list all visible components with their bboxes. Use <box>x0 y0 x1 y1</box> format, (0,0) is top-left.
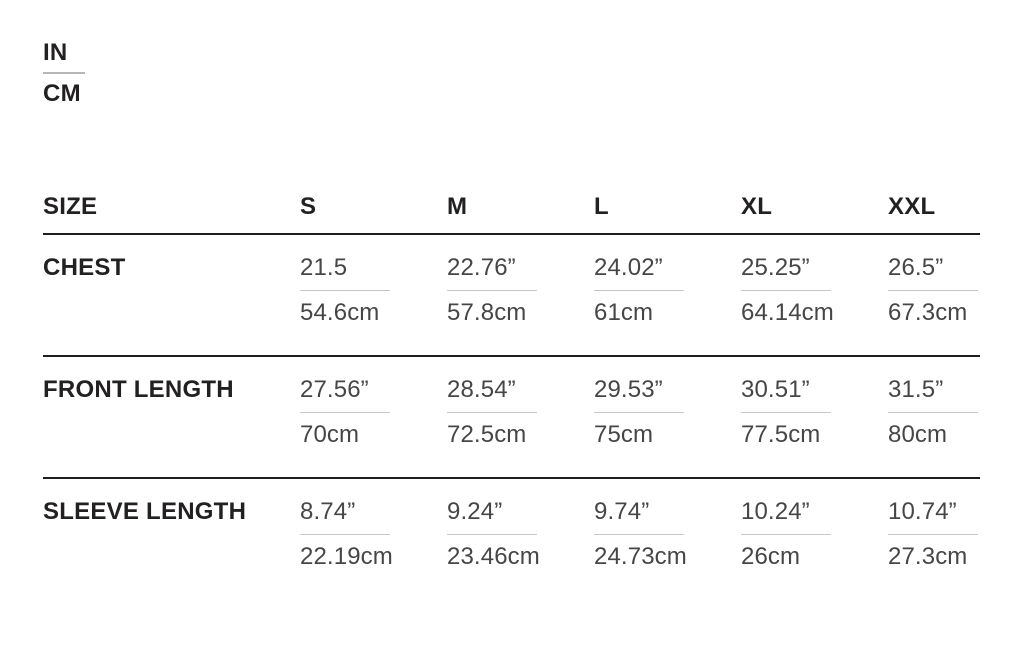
cm-value: 77.5cm <box>741 421 821 448</box>
cell-chest-xl <box>741 254 888 327</box>
cm-value: 27.3cm <box>888 543 968 570</box>
inch-value: 30.51” <box>741 376 810 403</box>
inch-value: 9.74” <box>594 498 650 525</box>
cell-front-length-m <box>447 376 594 449</box>
cm-value: 70cm <box>300 421 360 448</box>
inch-value: 10.74” <box>888 498 957 525</box>
header-size-s: S <box>300 193 317 220</box>
row-label-front-length: FRONT LENGTH <box>43 376 234 403</box>
cell-front-length-l <box>594 376 741 449</box>
value-underline <box>300 412 390 413</box>
value-underline <box>300 290 390 291</box>
value-underline <box>447 290 537 291</box>
inch-value: 29.53” <box>594 376 663 403</box>
cm-value: 57.8cm <box>447 299 527 326</box>
inch-value: 31.5” <box>888 376 944 403</box>
value-underline <box>300 534 390 535</box>
cell-front-length-xl <box>741 376 888 449</box>
value-underline <box>888 290 978 291</box>
size-chart-table <box>43 193 980 599</box>
value-underline <box>594 534 684 535</box>
inch-value: 8.74” <box>300 498 356 525</box>
value-underline <box>741 534 831 535</box>
cm-value: 64.14cm <box>741 299 834 326</box>
inch-value: 26.5” <box>888 254 944 281</box>
row-label-sleeve-length: SLEEVE LENGTH <box>43 498 247 525</box>
cell-sleeve-length-l <box>594 498 741 571</box>
inch-value: 10.24” <box>741 498 810 525</box>
table-header-row <box>43 193 980 235</box>
cell-chest-l <box>594 254 741 327</box>
unit-toggle-divider <box>43 72 85 74</box>
inch-value: 24.02” <box>594 254 663 281</box>
cm-value: 72.5cm <box>447 421 527 448</box>
cell-front-length-xxl <box>888 376 980 449</box>
value-underline <box>447 534 537 535</box>
inch-value: 27.56” <box>300 376 369 403</box>
inch-value: 21.5 <box>300 254 348 281</box>
table-row-sleeve-length <box>43 479 980 599</box>
header-size-m: M <box>447 193 468 220</box>
cell-chest-m <box>447 254 594 327</box>
row-label-chest: CHEST <box>43 254 126 281</box>
cm-value: 24.73cm <box>594 543 687 570</box>
table-row-front-length <box>43 357 980 479</box>
cell-sleeve-length-m <box>447 498 594 571</box>
inch-value: 25.25” <box>741 254 810 281</box>
header-size-label: SIZE <box>43 193 98 220</box>
cell-sleeve-length-xl <box>741 498 888 571</box>
cm-value: 26cm <box>741 543 801 570</box>
cm-value: 67.3cm <box>888 299 968 326</box>
cell-chest-s <box>300 254 447 327</box>
value-underline <box>741 412 831 413</box>
header-size-xxl: XXL <box>888 193 936 220</box>
cm-value: 61cm <box>594 299 654 326</box>
unit-in-button[interactable]: IN <box>43 39 68 66</box>
value-underline <box>888 412 978 413</box>
value-underline <box>594 290 684 291</box>
cm-value: 75cm <box>594 421 654 448</box>
value-underline <box>594 412 684 413</box>
unit-toggle <box>43 40 85 107</box>
value-underline <box>447 412 537 413</box>
unit-cm-button[interactable]: CM <box>43 80 81 107</box>
inch-value: 22.76” <box>447 254 516 281</box>
cm-value: 80cm <box>888 421 948 448</box>
cell-chest-xxl <box>888 254 980 327</box>
cell-front-length-s <box>300 376 447 449</box>
inch-value: 9.24” <box>447 498 503 525</box>
cell-sleeve-length-s <box>300 498 447 571</box>
cm-value: 22.19cm <box>300 543 393 570</box>
inch-value: 28.54” <box>447 376 516 403</box>
header-size-xl: XL <box>741 193 773 220</box>
value-underline <box>888 534 978 535</box>
cm-value: 54.6cm <box>300 299 380 326</box>
table-row-chest <box>43 235 980 357</box>
value-underline <box>741 290 831 291</box>
cm-value: 23.46cm <box>447 543 540 570</box>
cell-sleeve-length-xxl <box>888 498 980 571</box>
header-size-l: L <box>594 193 609 220</box>
